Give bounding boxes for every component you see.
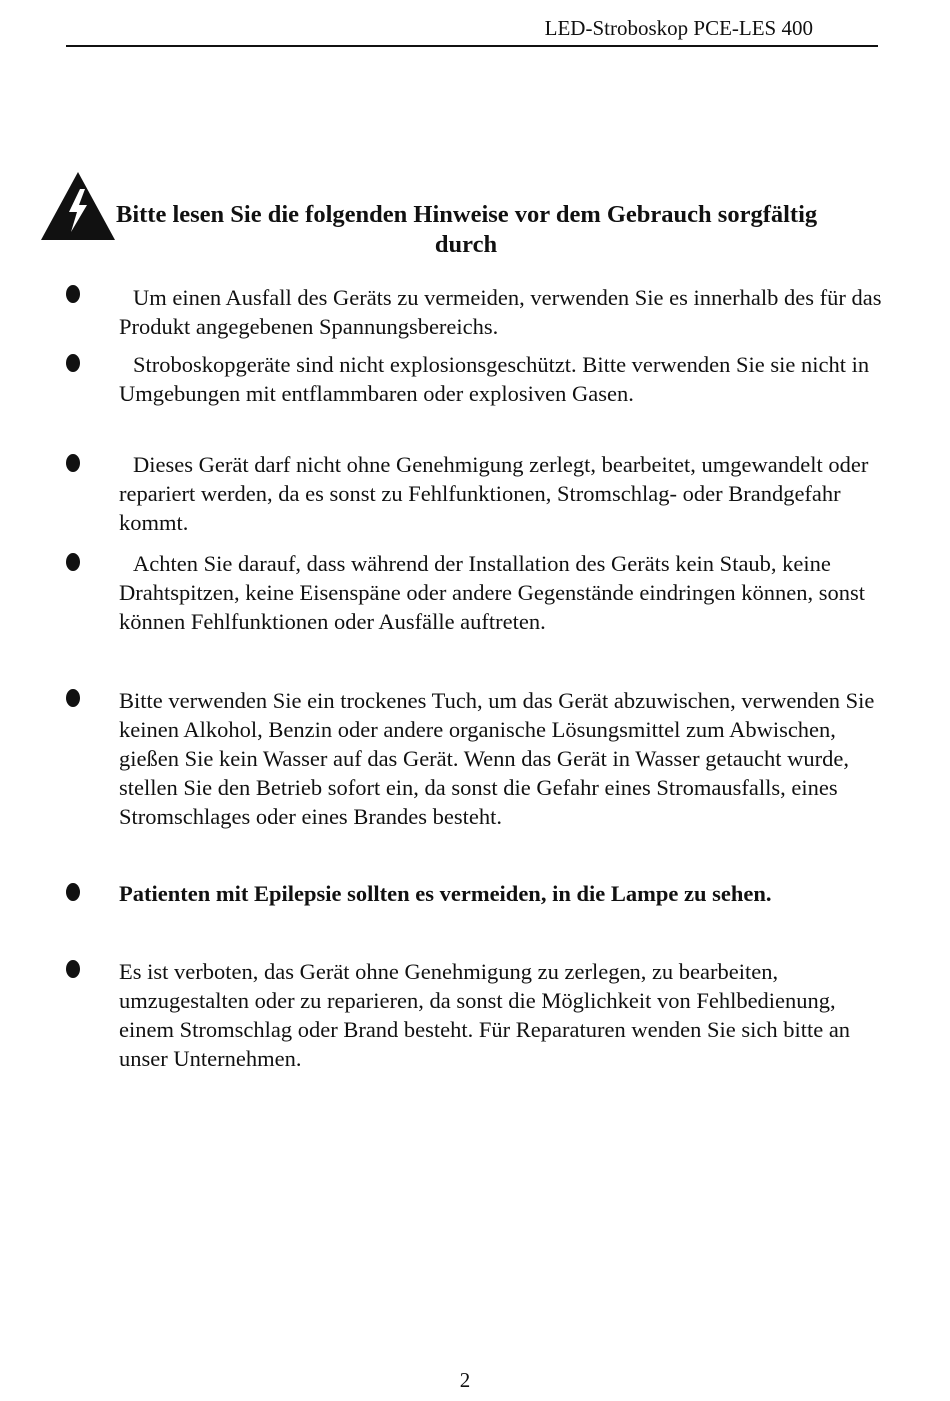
warning-heading-line-2: durch xyxy=(434,231,498,258)
list-item-text: Dieses Gerät darf nicht ohne Genehmigung zerlegt, bearbeitet, umgewandelt oder repariert werden, da es sonst zu Fehlfunktionen, Stromschlag- oder Brandgefahr kommt. xyxy=(119,452,869,535)
list-item-text: Achten Sie darauf, dass während der Installation des Geräts kein Staub, keine Drahtspitzen, keine Eisenspäne oder andere Gegenstände eindringen können, sonst können Fehlfunktionen oder Ausfälle auftreten. xyxy=(119,551,866,634)
bullet-icon xyxy=(66,454,80,472)
bullet-icon xyxy=(66,960,80,978)
list-item-text: Patienten mit Epilepsie sollten es vermeiden, in die Lampe zu sehen. xyxy=(119,881,772,906)
header-divider xyxy=(66,45,878,47)
bullet-icon xyxy=(66,553,80,571)
list-item-text: Es ist verboten, das Gerät ohne Genehmigung zu zerlegen, zu bearbeiten, umzugestalten oder zu reparieren, da sonst die Möglichkeit von Fehlbedienung, einem Stromschlag oder Brand besteht. Für Reparaturen wenden Sie sich bitte an unser Unternehmen. xyxy=(119,959,851,1071)
list-item-text: Stroboskopgeräte sind nicht explosionsgeschützt. Bitte verwenden Sie sie nicht in Umgebungen mit entflammbaren oder explosiven Gasen. xyxy=(119,352,870,406)
warning-heading xyxy=(116,200,886,260)
bullet-icon xyxy=(66,883,80,901)
list-item-text: Bitte verwenden Sie ein trockenes Tuch, um das Gerät abzuwischen, verwenden Sie keinen Alkohol, Benzin oder andere organische Lösungsmittel zum Abwischen, gießen Sie kein Wasser auf das Gerät. Wenn das Gerät in Wasser getaucht wurde, stellen Sie den Betrieb sofort ein, da sonst die Gefahr eines Stromausfalls, eines Stromschlages oder eines Brandes besteht. xyxy=(119,688,875,829)
document-title: LED-Stroboskop PCE-LES 400 xyxy=(544,16,813,40)
bullet-icon xyxy=(66,689,80,707)
page-number: 2 xyxy=(459,1368,471,1392)
bullet-icon xyxy=(66,285,80,303)
list-item-text: Um einen Ausfall des Geräts zu vermeiden, verwenden Sie es innerhalb des für das Produkt angegebenen Spannungsbereichs. xyxy=(119,285,882,339)
bullet-icon xyxy=(66,354,80,372)
warning-heading-line-1: Bitte lesen Sie die folgenden Hinweise vor dem Gebrauch sorgfältig xyxy=(116,201,818,228)
high-voltage-warning-icon xyxy=(41,172,115,240)
